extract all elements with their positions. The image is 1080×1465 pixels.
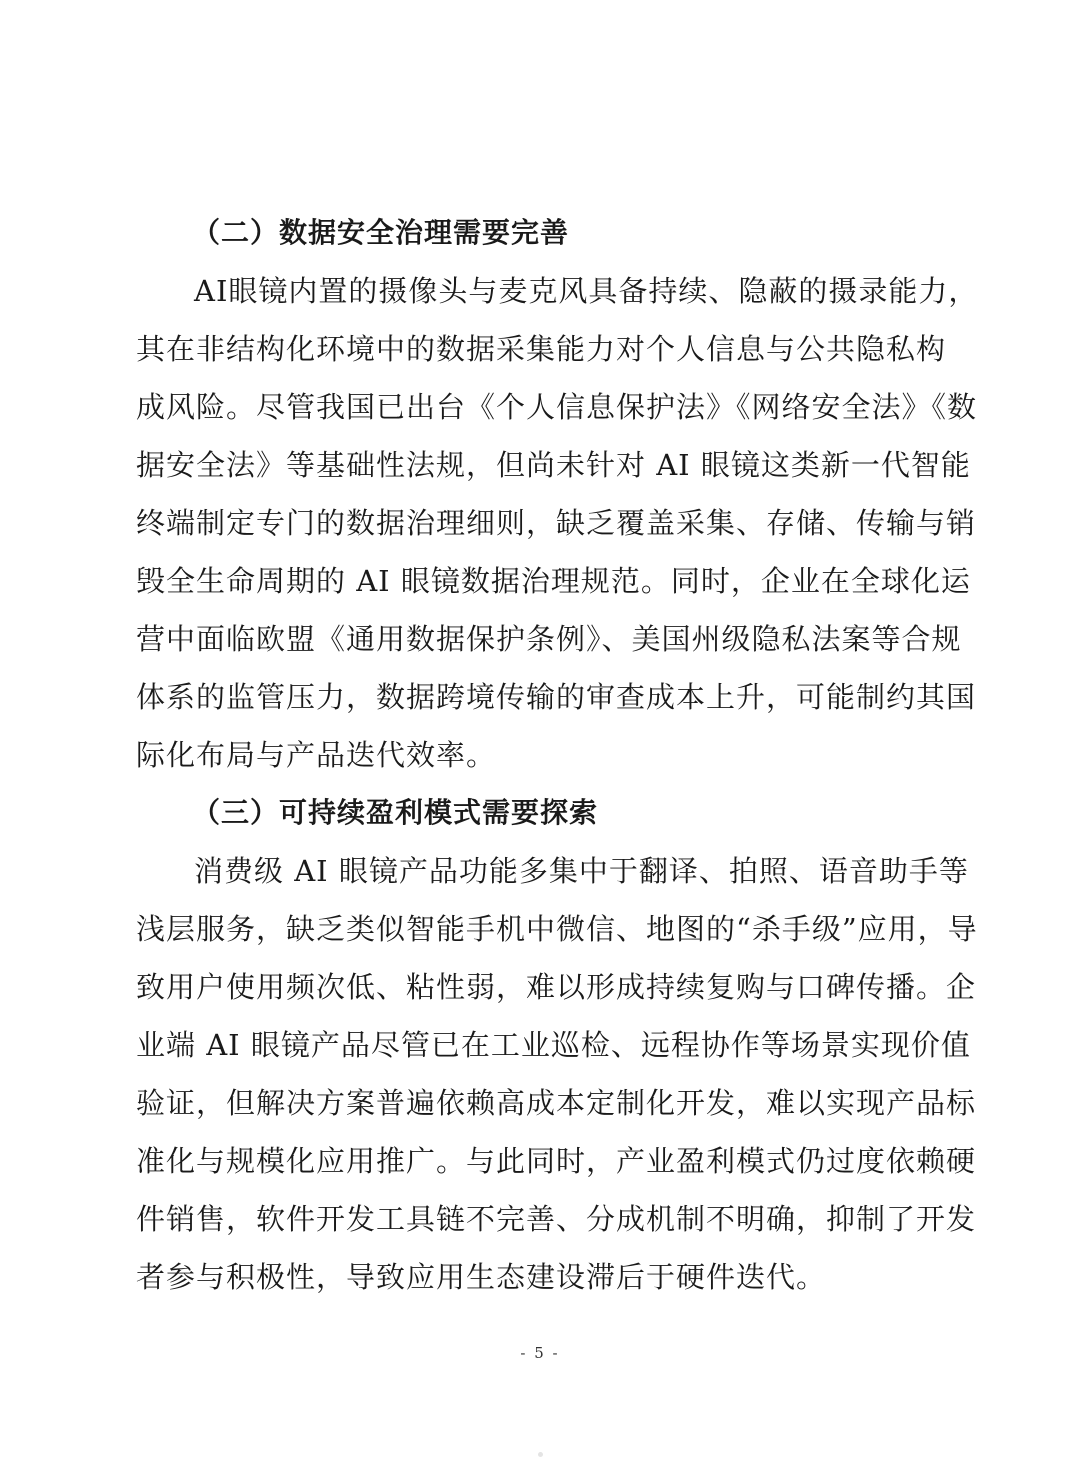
paragraph-line: 际化布局与产品迭代效率。 (136, 738, 497, 772)
paragraph-line: 致用户使用频次低、粘性弱，难以形成持续复购与口碑传播。企 (136, 970, 977, 1004)
section-heading-data-security: （二）数据安全治理需要完善 (192, 216, 570, 249)
paragraph-line: 体系的监管压力，数据跨境传输的审查成本上升，可能制约其国 (136, 680, 977, 714)
paragraph-line: 件销售，软件开发工具链不完善、分成机制不明确，抑制了开发 (136, 1202, 977, 1236)
paragraph-line: 终端制定专门的数据治理细则，缺乏覆盖采集、存储、传输与销 (136, 506, 977, 540)
paragraph-line: 消费级 AI 眼镜产品功能多集中于翻译、拍照、语音助手等 (194, 854, 969, 888)
paragraph-line: 成风险。尽管我国已出台《个人信息保护法》《网络安全法》《数 (136, 390, 978, 424)
section-heading-profit-model: （三）可持续盈利模式需要探索 (192, 796, 599, 829)
paragraph-profit-model (136, 842, 978, 1306)
paragraph-line: 营中面临欧盟《通用数据保护条例》、美国州级隐私法案等合规 (136, 622, 962, 656)
paragraph-line: 其在非结构化环境中的数据采集能力对个人信息与公共隐私构 (136, 332, 947, 366)
paragraph-line: 者参与积极性，导致应用生态建设滞后于硬件迭代。 (136, 1260, 827, 1294)
paragraph-line: 准化与规模化应用推广。与此同时，产业盈利模式仍过度依赖硬 (136, 1144, 977, 1178)
paragraph-line: 浅层服务，缺乏类似智能手机中微信、地图的“杀手级”应用，导 (136, 912, 978, 946)
paragraph-line: 业端 AI 眼镜产品尽管已在工业巡检、远程协作等场景实现价值 (136, 1028, 971, 1062)
paragraph-line: 据安全法》等基础性法规，但尚未针对 AI 眼镜这类新一代智能 (136, 448, 971, 482)
scroll-indicator-dot (538, 1452, 543, 1457)
paragraph-line: AI眼镜内置的摄像头与麦克风具备持续、隐蔽的摄录能力， (194, 274, 979, 308)
page-number: - 5 - (520, 1344, 560, 1362)
paragraph-data-security (136, 262, 979, 784)
paragraph-line: 毁全生命周期的 AI 眼镜数据治理规范。同时，企业在全球化运 (136, 564, 971, 598)
paragraph-line: 验证，但解决方案普遍依赖高成本定制化开发，难以实现产品标 (136, 1086, 977, 1120)
document-body (136, 204, 979, 1306)
